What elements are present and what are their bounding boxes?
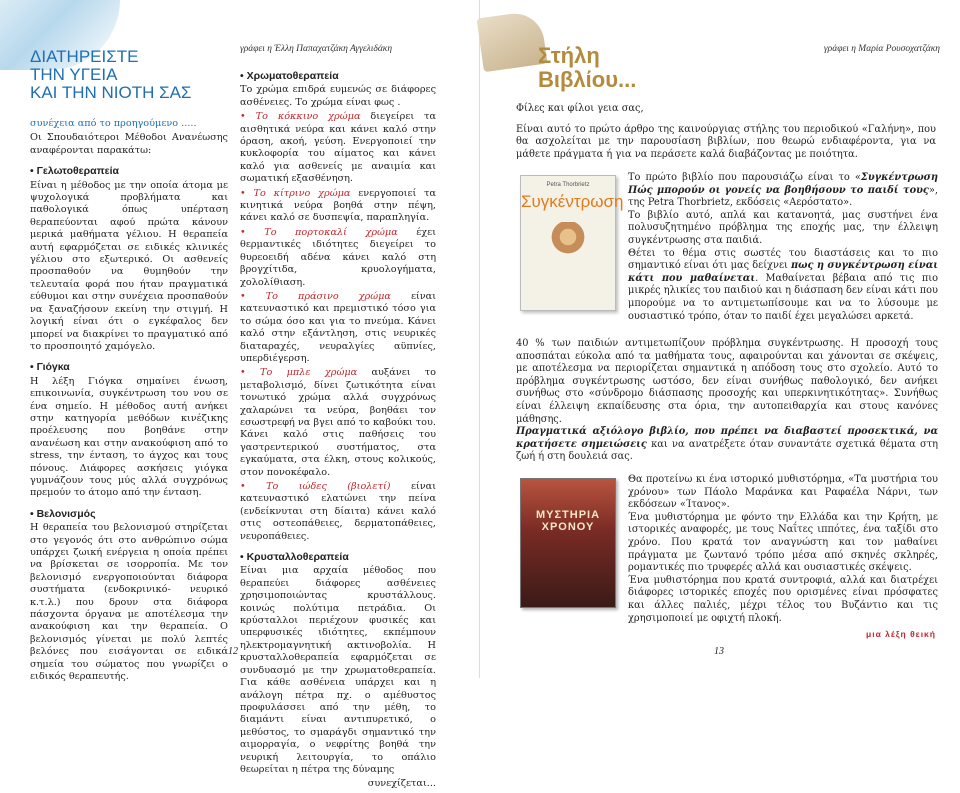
section-title-crystal: • Κρυσταλλοθεραπεία — [240, 551, 436, 563]
section-text-laughter: Είναι η μέθοδος με την οποία άτομα με ψυχολογικά προβλήματα και παθολογικά όπως υπέρταση θεραπεύονται αφού πρώτα κάνουν μερικά μαθήματα γέλιου. Η θεραπεία αυτή εφαρμόζεται σε ειδικές κλινικές γέλιου στο εξωτερικό. Οι ασθενείς προσπαθούν να θυμηθούν την τελευταία φορά που ήταν πραγματικά εύθυμοι και στην συνέχεια προσπαθούν να ξαναζήσουν εκείνη την στιγμή. Η λογική είναι ότι ο εγκέφαλος δεν μπορεί να διακρίνει το πραγματικό από το προσποιητό χαμόγελο. — [30, 179, 228, 352]
section-text-yoga: Η λέξη Γιόγκα σημαίνει ένωση, επικοινωνία, συγκέντρωση του νου σε ένα σημείο. Η μέθοδος αυτή ανήκει στην κατηγορία μεθόδων κινέζικης προέλευσης που βοηθάνε στην ανανέωση και στην ανακούφιση από το stress, την ένταση, το άγχος και τους πόνους. Διάφορες ασκήσεις γιόγκα γυμνάζουν τους μύς αλλά συγχρόνως πρεμούν το άτομο από την ένταση. — [30, 375, 228, 499]
article-title — [30, 48, 220, 102]
color-text: είναι κατευναστικό και πρεμιστικό τόσο για το σώμα όσο και για το πνεύμα. Κάνει καλό στην εξάντληση, στις νευρικές διαταραχές, νευραλγίες αϋπνίες, υπερδιέγερση. — [240, 290, 436, 364]
books-decoration — [477, 10, 548, 72]
book2-intro: Θα προτείνω κι ένα ιστορικό μυθιστόρημα, «Τα μυστήρια του χρόνου» των Πάολο Μαράνκα και Ραφαέλα Νάρνι, των εκδόσεων «Ίτανος». — [628, 474, 938, 511]
cover-title: Συγκέντρωση — [521, 192, 624, 211]
color-label: Το πράσινο χρώμα — [265, 290, 391, 302]
book1-desc: Το βιβλίο αυτό, απλά και κατανοητά, μας συστήνει ένα πολυσυζητημένο πρόβλημα της εποχής μας, την έλλειψη συγκέντρωσης στα παιδιά. — [628, 209, 938, 246]
color-label: Το ιώδες (βιολετί) — [266, 481, 391, 492]
color-label: Το κόκκινο χρώμα — [255, 111, 361, 123]
color-item — [240, 481, 436, 543]
book1-point-c: . Μαθαίνεται βέβαια από τις πιο μικρές ηλικίες του παιδιού και η διάσπαση δεν είναι κάτι που μπορούμε να το αντιμετωπίσουμε και να το λύσουμε με ουσιαστικό τρόπο, όταν το παιδί έχει μεγαλώσει αρκετά. — [628, 272, 938, 322]
section-title-yoga: • Γιόγκα — [30, 361, 228, 373]
section-text-acupuncture: Η θεραπεία του βελονισμού στηρίζεται στο γεγονός ότι στο ανθρώπινο σώμα υπάρχει ζωική ενέργεια η οποία πρέπει να βρίσκεται σε ισορροπία. Με τον βελονισμό ενεργοποιούνται διάφορα συστήματα (ενδοκρινικό- νευρικό κ.τ.λ.) που δρουν στα διάφορα πάσχοντα όργανα με αποτέλεσμα την ανακούφιση και την θεραπεία. Ο βελονισμός γίνεται με πολύ λεπτές βελόνες που εισάγονται σε ειδικά σημεία του σώματος που γνωρίζει ο ειδικός θεραπευτής. — [30, 522, 228, 683]
title-line-2: ΤΗΝ ΥΓΕΙΑ — [30, 65, 118, 84]
page-number-right: 13 — [714, 646, 724, 657]
color-label: Το κίτρινο χρώμα — [253, 187, 351, 199]
column-title — [538, 44, 636, 92]
left-column-2 — [240, 70, 436, 793]
book-cover-concentration — [520, 175, 624, 311]
color-item — [240, 227, 436, 289]
book-cover-mysteries — [520, 478, 616, 608]
color-item — [240, 291, 436, 365]
book1-title-bold: Συγκέντρωση Πώς μπορούν οι γονείς να βοηθήσουν το παιδί τους — [628, 172, 938, 196]
child-figure-illustration — [548, 222, 588, 272]
color-label: Το μπλε χρώμα — [260, 367, 358, 379]
book1-intro-c: », της Petra Thorbrietz, εκδόσεις «Αερόστατο». — [628, 184, 938, 209]
right-page — [480, 0, 960, 678]
byline-left: γράφει η Έλλη Παπαχατζάκη Αγγελιδάκη — [240, 44, 393, 54]
book2-desc: Ένα μυθιστόρημα με φόντο την Ελλάδα και την Κρήτη, με ιστορικές αναφορές, με τους Ναΐτες ιππότες, ένα ταξίδι στο χρόνο. Που κρατά τον αναγνώστη και τον μαθαίνει πράγματα με ζωντανό τρόπο μέσα από σκηνές σκληρές, ρομαντικές πιο τρυφερές αλλά και ουσιαστικές σκέψεις. — [628, 511, 938, 574]
section-intro-color: Το χρώμα επιδρά ευμενώς σε διάφορες ασθένειες. Το χρώμα είναι φως . — [240, 84, 436, 108]
left-column-1 — [30, 118, 228, 685]
greeting: Φίλες και φίλοι γεια σας, — [516, 103, 644, 114]
color-text: διεγείρει τα αισθητικά νεύρα και κάνει καλό στην όραση, ακοή, γεύση. Ενεργοποιεί την κυκλοφορία του αίματος και κάνει καλό για ασθενείς με αναιμία και σωματική εξασθένηση. — [240, 111, 436, 185]
greeting-block — [516, 103, 936, 161]
book1-text-upper — [628, 172, 938, 323]
page-number-left: 12 — [228, 646, 238, 657]
cover-author: Petra Thorbrietz — [546, 182, 590, 188]
color-item — [240, 188, 436, 225]
section-title-laughter: • Γελωτοθεραπεία — [30, 165, 228, 177]
intro-paragraph: Είναι αυτό το πρώτο άρθρο της καινούργιας στήλης του περιοδικού «Γαλήνη», που θα ασχολείται με την παρουσίαση βιβλίων, που θεωρώ ενδιαφέροντα, για να μάθετε πράγματα ή για να περάσετε καλά διαβάζοντας με ποιότητα. — [516, 123, 936, 160]
color-text: είναι κατευναστικό ελατώνει την πείνα (ενδείκνυται στη δίαιτα) κάνει καλό στις οστεοπάθειες, δερματοπάθειες, νευροπάθειες. — [240, 481, 436, 542]
book1-recommendation-rest: και να ανατρέξετε όταν συναντάτε σχετικά θέματα στη ζωή ή στη δουλειά σας. — [516, 438, 938, 463]
book2-text — [628, 474, 938, 625]
color-items — [240, 111, 436, 543]
section-title-color: • Χρωματοθεραπεία — [240, 70, 436, 82]
book1-recommendation — [516, 426, 938, 464]
continued-note: συνέχεια από το προηγούμενο ..... — [30, 118, 197, 129]
book1-point-bold: πως η συγκέντρωση είναι κάτι που μαθαίνεται — [628, 260, 938, 284]
magazine-footer: μια λέξη θεική — [866, 629, 936, 639]
color-label: Το πορτοκαλί χρώμα — [264, 226, 398, 238]
lead-paragraph: Οι Σπουδαιότεροι Μέθοδοι Ανανέωσης αναφέρονται παρακάτω: — [30, 132, 228, 156]
column-title-line-2: Βιβλίου... — [538, 67, 637, 92]
book1-text-lower — [516, 338, 938, 464]
title-line-1: ΔΙΑΤΗΡΕΙΣΤΕ — [30, 47, 139, 66]
book1-intro — [628, 172, 938, 210]
color-text: έχει θερμαντικές ιδιότητες διεγείρει το θυρεοειδή αδένα κάνει καλό στη βρογχίτιδα, κρυολογήματα, χολολίθιαση. — [240, 226, 436, 288]
color-text: αυξάνει το μεταβολισμό, δίνει ζωτικότητα είναι τονωτικό χρώμα αλλά συγχρόνως χαλαρώνει τα νεύρα, βοηθάει τον εσωστρεφή να βγει από το καβούκι του. Κάνει καλό στις παθήσεις του γαστρεντερικού συστήματος, στα εγκαύματα, στα έλκη, στους κολικούς, στον πονοκέφαλο. — [240, 367, 436, 478]
continue-note: συνεχίζεται... — [367, 778, 436, 790]
book1-point — [628, 248, 938, 324]
left-page — [0, 0, 480, 790]
book1-intro-a: Το πρώτο βιβλίο που παρουσιάζω είναι το « — [628, 172, 861, 183]
book1-point-a: Θέτει το θέμα στις σωστές του διαστάσεις και το πιο σημαντικό είναι ότι μας δείχνει — [628, 247, 938, 272]
section-title-acupuncture: • Βελονισμός — [30, 508, 228, 520]
book1-recommendation-bold: Πραγματικά αξιόλογο βιβλίο, που πρέπει να διαβαστεί προσεκτικά, να κρατήσετε σημειώσεις — [516, 426, 938, 450]
color-item — [240, 111, 436, 185]
color-item — [240, 367, 436, 479]
color-text: ενεργοποιεί τα κινητικά νεύρα βοηθά στην πέψη, κάνει καλό σε δυσπεψία, παραπληγία. — [240, 187, 436, 224]
byline-right: γράφει η Μαρία Ρουσοχατζάκη — [823, 44, 940, 54]
title-line-3: ΚΑΙ ΤΗΝ ΝΙΟΤΗ ΣΑΣ — [30, 83, 192, 102]
column-title-line-1: Στήλη — [538, 43, 600, 68]
cover2-title: ΜΥΣΤΗΡΙΑ ΧΡΟΝΟΥ — [535, 509, 601, 533]
book1-stats: 40 % των παιδιών αντιμετωπίζουν πρόβλημα συγκέντρωσης. Η προσοχή τους αποσπάται εύκολα από τα μαθήματα τους, αφαιρούνται και χάνονται σε σκέψεις, με αποτέλεσμα να περιορίζεται σημαντικά η απόδοση τους στο σχολείο. Αυτό το πρόβλημα συγκέντρωσης ωστόσο, δεν είναι συνήθως παθολογικό, δεν ανήκει συνήθως στο «σύνδρομο διάσπασης προσοχής και υπερκινητικότητας». Συνήθως είναι έλλειψη εκπαίδευσης στα όρια, την αυτοπειθαρχία και στους κανόνες μάθησης. — [516, 338, 938, 425]
book2-closing: Ένα μυθιστόρημα που κρατά συντροφιά, αλλά και διατρέχει διάφορες ιστορικές εποχές που ορισμένες είναι πρόσφατες και άλλες παλιές, μέχρι τέλος του Βυζάντιο και τις χρησιμοποιεί με οφιχτή πλοκή. — [628, 574, 938, 624]
section-text-crystal: Είναι μια αρχαία μέθοδος που θεραπεύει διάφορες ασθένειες χρησιμοποιώντας κρυστάλλους. κοινώς πολύτιμα πετράδια. Οι κρύσταλλοι περιέχουν φυσικές και υπερφυσικές ιδιότητες, εκπέμπουν ηλεκτρομαγνητική ακτινοβολία. Η κρυσταλλοθεραπεία εφαρμόζεται σε συνδυασμό με την χρωματοθεραπεία. Για κάθε ασθένεια υπάρχει και η ανάλογη πέτρα πχ. ο αμέθυστος προφυλάσσει από την μέθη, το διαμάντι είναι αντιπυρετικό, ο μεθύστος, το σμαράγδι σημαντικό την αιμορραγία, ο νεφρίτης βοηθά την νευρική λειτουργία, το οπάλιο θεωρείται η πέτρα της δύναμης — [240, 565, 436, 775]
